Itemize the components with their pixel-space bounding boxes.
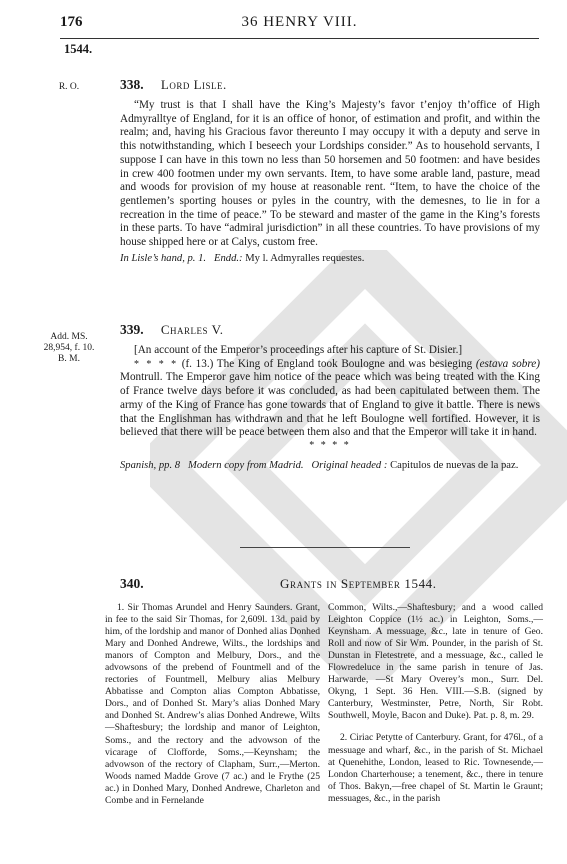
ellipsis-stars: * * * * (309, 439, 351, 451)
entry-339-source: Add. MS. 28,954, f. 10. B. M. (43, 332, 95, 364)
entry-339-text: * * * * (f. 13.) The King of England took Boulogne and was besieging (estava sobre) Montrull. The Emperor gave him notice of the peace which was being treated with the King of France twelve days before it was concluded, as had been capitulated between them. The army of the King of France has gone towards that of England to give it battle. There is news that the Englishman has withdrawn and that he left Boulogne well fortified. However, it is believed that there will be peace between them also and that the Emperor will take it in hand. (120, 357, 540, 439)
entry-338-text: “My trust is that I shall have the King’s Majesty’s favor t’enjoy th’office of High Admyralltye of England, for it is an office of honor, of estimation and profit, and within the realm; and, having his Gracious favor thereunto I may occupy it with a deputy and serve in this notwithstanding, which I beseech your Lordships consider.” As to household servants, I suppose I can have in this town no less than 50 horsemen and 50 footmen: and have besides in crew 400 footmen under my own servants. Item, to have some arable land, pasture, mead and woods for provision of my house at reasonable rent. “Item, to have the choice of the gentlemen’s sporting houses or pyles in the country, with the demesnes, to lie in for a recreation in the time of peace.” To be steward and master of the game in the King’s forests in these parts. To have “admiral jurisdiction” in all these countries. To have provisions of my house shipped here or at Calys, custom free. (120, 99, 540, 249)
entry-number: 338. (120, 77, 144, 92)
entry-338-heading (120, 77, 540, 93)
section-rule (240, 547, 410, 548)
entry-number: 340. (120, 576, 144, 591)
running-title: 36 HENRY VIII. (241, 14, 358, 30)
entry-338 (120, 77, 540, 265)
entry-339 (120, 322, 540, 472)
entry-title: Grants in September 1544. (280, 576, 437, 591)
header-rule (60, 38, 539, 39)
year-marker: 1544. (64, 42, 93, 56)
grant-1-text: 1. Sir Thomas Arundel and Henry Saunders. Grant, in fee to the said Sir Thomas, for 2,609l. 13d. paid by him, of the lordship and manor of Donhed alias Donhed Mary and Donhed Andrewe, Wilts., the lordships and manors of Compton and Melbury, Dors., and the advowsons of the prebend of Fountmell and of the rectories of Fountmell, Melbury alias Melbury Abbatisse and Compton alias Compton Abbatisse, Dors., and of Donhed St. Mary’s alias Donhed Mary and Donhed St. Andrew’s alias Donhed Andrewe, Wilts —Shaftesbury; the lordship and manor of Leighton, Soms., and the rectory and the advowson of the vicarage of Clofforde, Soms.,—Keynsham; the advowson of the rectory of Clapham, Surr.,—Merton. Woods named Madde Grove (7 ac.) and le Frythe (25 ac.) in Donhed Mary, Donhed Andrewe, Charleton and Combe and in Fernelande (105, 602, 320, 806)
entry-338-footnote: In Lisle’s hand, p. 1. Endd.: My l. Admyralles requestes. (120, 252, 365, 264)
page-number: 176 (60, 14, 83, 30)
grant-1-continuation: Common, Wilts.,—Shaftesbury; and a wood called Leighton Coppice (1½ ac.) in Leighton, Soms.,—Keynsham. A messuage, &c., late in tenure of Geo. Roll and now of Sir Wm. Pounder, in the parish of St. Dunstan in Fletestrete, and a messuage, &c., called le Flowredeluce in the same parish in tenure of Jas. Harwarde, —St Mary Overey’s mon., Surr. Del. Okyng, 1 Sept. 36 Hen. VIII.—S.B. (signed by Canterbury, Westminster, Petre, North, Sir Robt. Southwell, Moyle, Bacon and Duke). Pat. p. 8, m. 29. (328, 602, 543, 722)
entry-340-heading (120, 576, 540, 592)
entry-name: Charles V. (160, 322, 224, 337)
entry-339-editorial-note: [An account of the Emperor’s proceedings after his capture of St. Disier.] (134, 344, 463, 356)
entry-number: 339. (120, 322, 144, 337)
entry-339-heading (120, 322, 540, 338)
grant-2-text: 2. Ciriac Petytte of Canterbury. Grant, for 476l., of a messuage and wharf, &c., in the parish of St. Michael at Quenehithe, London, leased to Ric. Townesende,—London Charterhouse; a tenement, &c., there in tenure of Thos. Bakyn,—free chapel of St. Martin le Graunt; messuages, &c., in the parish (328, 732, 543, 804)
running-header (60, 14, 539, 38)
grants-right-column (328, 602, 543, 805)
entry-338-source: R. O. (58, 82, 80, 92)
entry-339-footnote: Spanish, pp. 8 Modern copy from Madrid. Original headed : Capitulos de nuevas de la paz. (120, 459, 519, 471)
grants-left-column (105, 602, 320, 807)
entry-name: Lord Lisle. (160, 77, 227, 92)
